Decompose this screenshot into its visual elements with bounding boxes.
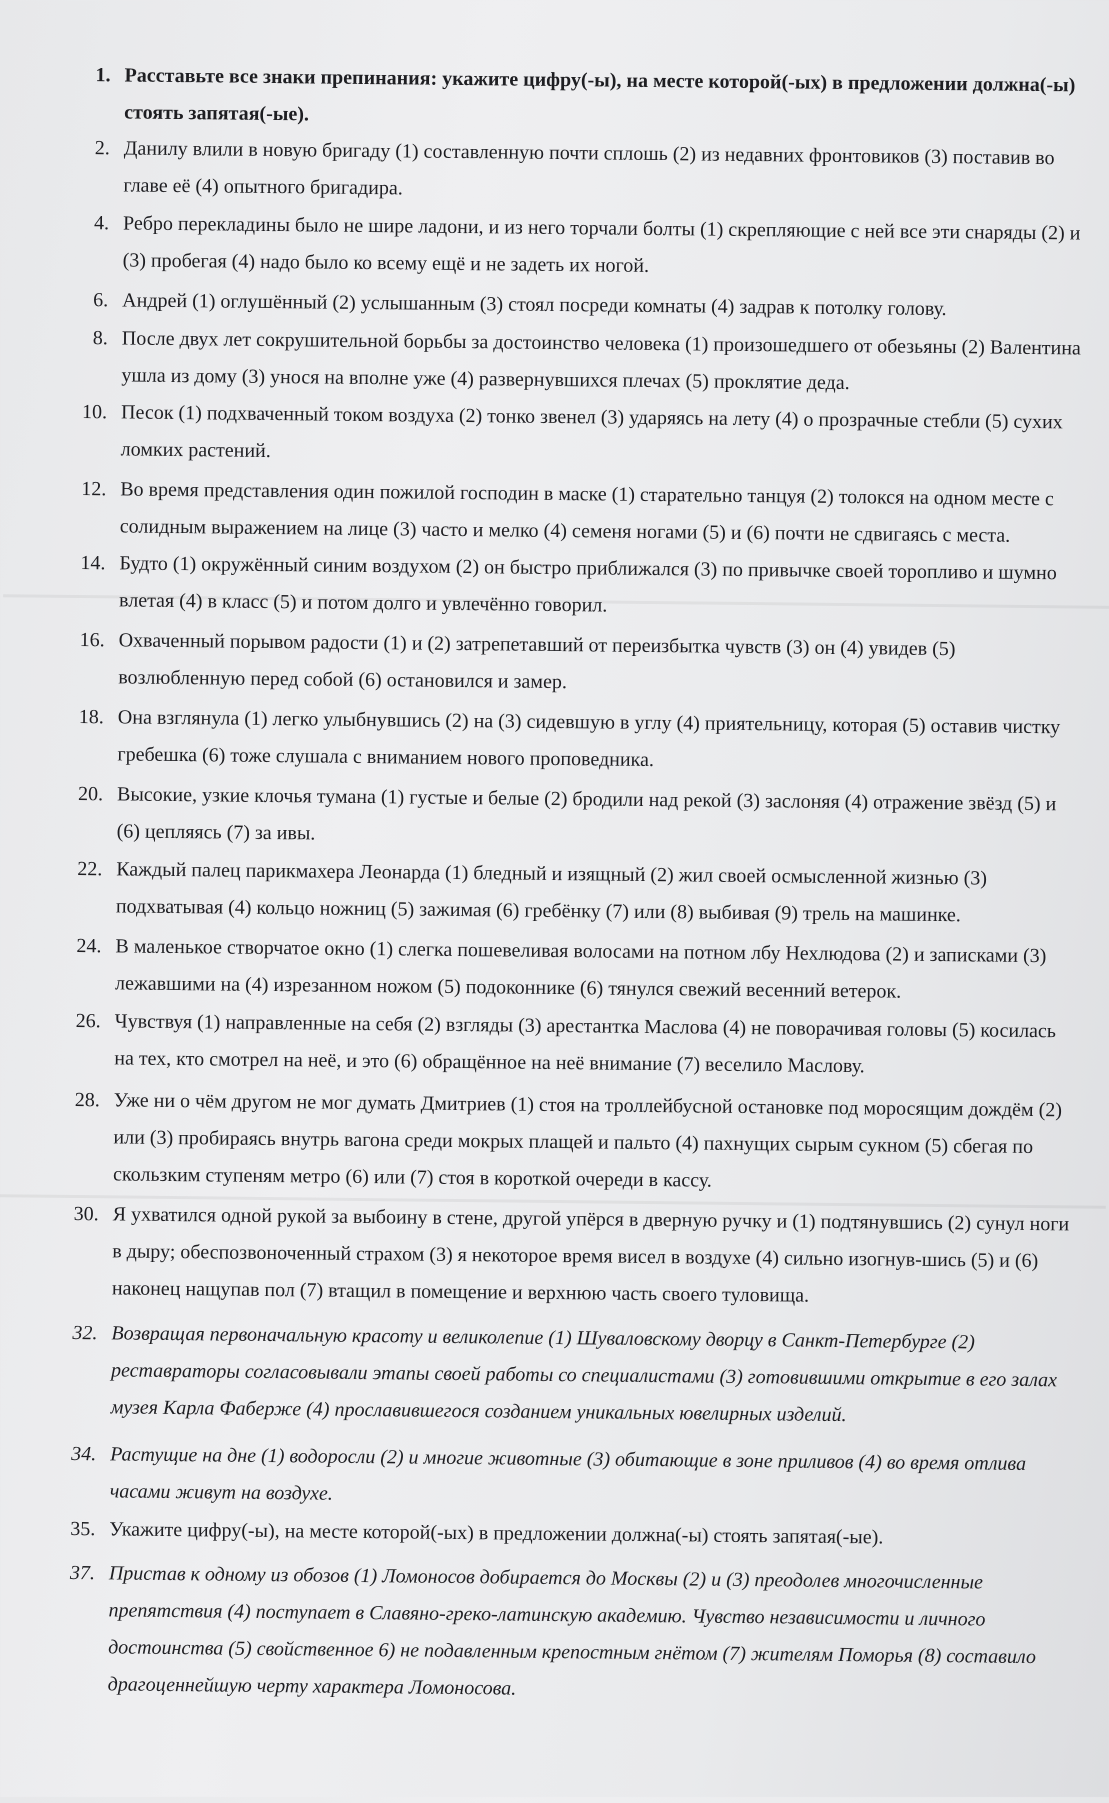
task-item: [52, 1436, 1073, 1521]
task-number: 6.: [93, 289, 109, 312]
task-text: Андрей (1) оглушённый (2) услышанным (3) стоял посреди комнаты (4) задрав к потолку голову.: [122, 289, 947, 321]
task-number: 8.: [92, 327, 108, 350]
task-number: 14.: [80, 552, 106, 575]
task-item: [63, 320, 1084, 405]
task-item: [54, 1196, 1075, 1318]
task-text: Песок (1) подхваченный током воздуха (2) тонко звенел (3) ударяясь на лету (4) о прозрачные стебли (5) сухих ломких растений.: [120, 401, 1063, 463]
task-item: [61, 545, 1082, 630]
task-text: Чувствуя (1) направленные на себя (2) взгляды (3) арестантка Маслова (4) не поворачивая головы (5) косилась на тех, кто смотрел на неё, и это (6) обращённое на неё внимание (7) веселило Маслову.: [114, 1010, 1057, 1078]
task-text: Высокие, узкие клочья тумана (1) густые и белые (2) бродили над рекой (3) заслоняя (4) отражение звёзд (5) и (6) цепляясь (7) за ивы.: [116, 783, 1057, 845]
task-item: [57, 928, 1078, 1013]
task-number: 4.: [93, 212, 110, 235]
task-item: [59, 699, 1080, 784]
task-text: Она взглянула (1) легко улыбнувшись (2) на (3) сидевшую в углу (4) приятельницу, которая (5) оставив чистку гребешка (6) тоже слушала с вниманием нового проповедника.: [117, 706, 1061, 772]
task-item: [55, 1082, 1076, 1204]
task-number: 10.: [81, 401, 108, 424]
task-text: В маленькое створчатое окно (1) слегка пошевеливая волосами на потном лбу Нехлюдова (2) и записками (3) лежавшими на (4) изрезанном ножом (5) подоконнике (6) тянулся свежий весенний ветерок.: [114, 935, 1047, 1003]
task-item: [52, 1315, 1073, 1437]
task-number: 12.: [81, 478, 107, 501]
task-text: Пристав к одному из обозов (1) Ломоносов добирается до Москвы (2) и (3) преодолев многочисленные препятствия (4) поступает в Славяно-греко-латинскую академию. Чувство независимости и личного достоинства (5) свойственное 6) не подавленным крепостным гнётом (7) жителям Поморья (8) составило драгоценнейшую черту характера Ломоносова.: [107, 1562, 1036, 1700]
task-item: [56, 1003, 1077, 1088]
task-number: 26.: [75, 1009, 101, 1033]
task-item: [58, 851, 1079, 936]
task-text: После двух лет сокрушительной борьбы за достоинство человека (1) произошедшего от обезьяны (2) Валентина ушла из дому (3) унося на вполне уже (4) развернувшихся плечах (5) проклятие деда.: [121, 327, 1081, 395]
task-number: 34.: [71, 1442, 97, 1466]
task-number: 24.: [76, 934, 102, 958]
task-item: [50, 1555, 1071, 1714]
task-number: 2.: [94, 137, 110, 160]
task-text: Уже ни о чём другом не мог думать Дмитриев (1) стоя на троллейбусной остановке под моросящим дождём (2) или (3) пробираясь внутрь вагона среди мокрых плащей и пальто (4) пахнущих сырым сукном (5) сбегая по скользким ступеням метро (6) или (7) стоя в короткой очереди в кассу.: [112, 1089, 1063, 1192]
task-text: Ребро перекладины было не шире ладони, и из него торчали болты (1) скрепляющие с ней все эти снаряды (2) и (3) пробегая (4) надо было ко всему ещё и не задеть их ногой.: [122, 212, 1081, 277]
task-text: Возвращая первоначальную красоту и великолепие (1) Шуваловскому дворцу в Санкт-Петербурге (2) реставраторы согласовывали этапы своей работы со специалистами (3) готовившими открытие в его залах музея Карла Фаберже (4) прославившегося созданием уникальных ювелирных изделий.: [110, 1322, 1058, 1427]
task-number: 28.: [74, 1088, 100, 1112]
task-number: 18.: [78, 706, 104, 729]
task-text: Во время представления один пожилой господин в маске (1) старательно танцуя (2) толокся на одном месте с солидным выражением на лице (3) часто и мелко (4) семеня ногами (5) и (6) почти не сдвигаясь с места.: [119, 478, 1054, 547]
task-text: Данилу влили в новую бригаду (1) составленную почти сплошь (2) из недавних фронтовиков (3) поставив во главе её (4) опытного бригадира.: [123, 137, 1055, 200]
task-number: 35.: [70, 1517, 96, 1541]
task-number: 1.: [95, 64, 111, 87]
task-text: Я ухватился одной рукой за выбоину в стене, другой упёрся в дверную ручку и (1) подтянувшись (2) сунул ноги в дыру; обеспозвоноченный страхом (3) я некоторое время висел в воздухе (4) сильно изогнув-шись (5) и (6) наконец нащупав пол (7) втащил в помещение и верхнюю часть своего туловища.: [111, 1203, 1070, 1307]
task-item: [64, 205, 1085, 290]
task-item: [58, 776, 1079, 861]
task-text: Расставьте все знаки препинания: укажите цифру(-ы), на месте которой(-ых) в предложении должна(-ы) стоять запятая(-ые).: [124, 64, 1076, 126]
task-text: Каждый палец парикмахера Леонарда (1) бледный и изящный (2) жил своей осмысленной жизнью (3) подхватывая (4) кольцо ножниц (5) зажимая (6) гребёнку (7) или (8) выбивая (9) трель на машинке.: [115, 858, 988, 927]
task-number: 20.: [77, 783, 104, 806]
task-item: [60, 622, 1081, 707]
task-item: [62, 394, 1083, 479]
task-text: Укажите цифру(-ы), на месте которой(-ых) в предложении должна(-ы) стоять запятая(-ые).: [109, 1518, 884, 1549]
task-number: 30.: [73, 1202, 99, 1226]
task-text: Будто (1) окружённый синим воздухом (2) он быстро приближался (3) по привычке своей торопливо и шумно влетая (4) в класс (5) и потом долго и увлечённо говорил.: [118, 552, 1057, 617]
task-item: [66, 57, 1087, 142]
task-number: 16.: [79, 629, 105, 652]
task-text: Растущие на дне (1) водоросли (2) и многие животные (3) обитающие в зоне приливов (4) во время отлива часами живут на воздухе.: [109, 1443, 1027, 1505]
task-item: [62, 471, 1083, 556]
task-text: Охваченный порывом радости (1) и (2) затрепетавший от переизбытка чувств (3) он (4) увидев (5) возлюбленную перед собой (6) остановился и замер.: [118, 629, 956, 694]
task-number: 32.: [72, 1321, 98, 1345]
task-number: 37.: [69, 1561, 96, 1585]
task-number: 22.: [77, 858, 103, 881]
task-item: [65, 130, 1086, 215]
